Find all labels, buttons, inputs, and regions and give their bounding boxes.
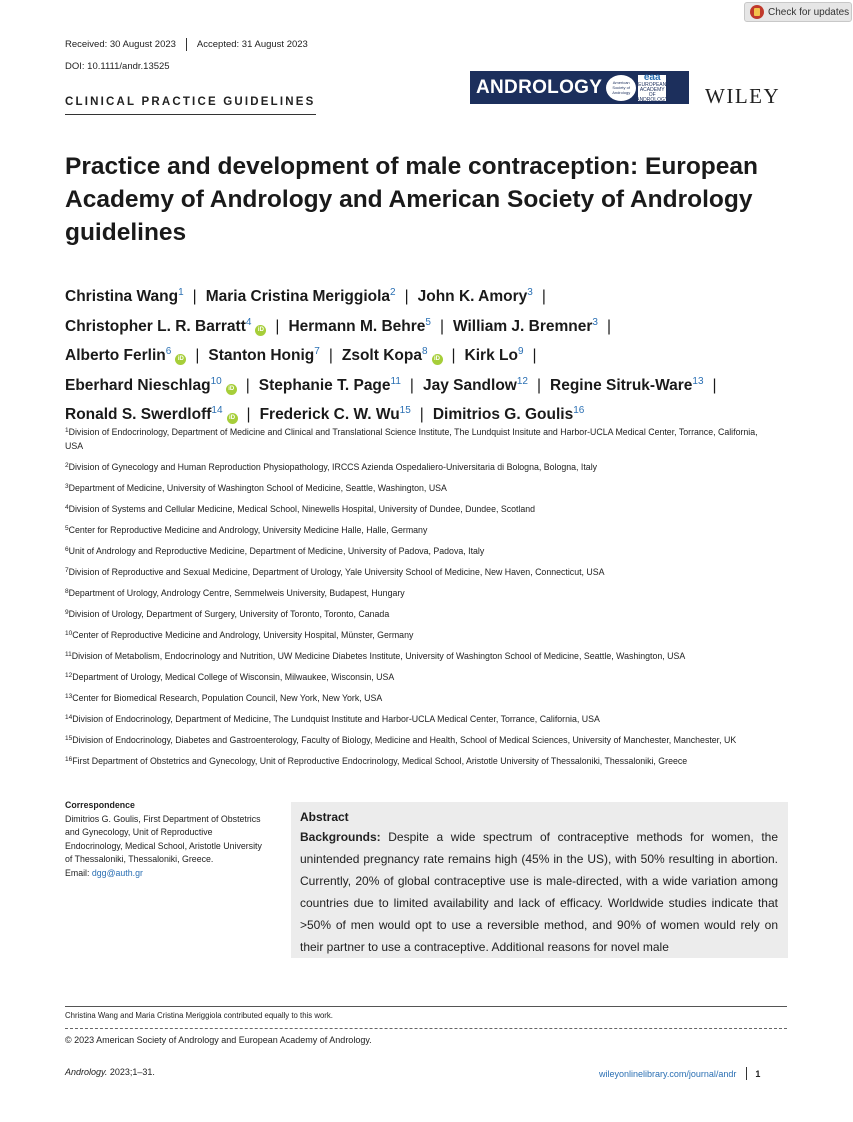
author-separator: | bbox=[712, 376, 717, 394]
abstract-box bbox=[291, 802, 788, 958]
author[interactable] bbox=[342, 347, 465, 364]
author[interactable] bbox=[288, 318, 453, 335]
author-affiliation-ref[interactable]: 16 bbox=[573, 405, 585, 416]
author[interactable] bbox=[453, 318, 620, 335]
author-affiliation-ref[interactable]: 3 bbox=[592, 316, 598, 328]
affiliation bbox=[65, 459, 765, 474]
affiliation bbox=[65, 648, 765, 663]
author-affiliation-ref[interactable]: 4 bbox=[245, 316, 252, 328]
affiliation-number: 9 bbox=[65, 609, 69, 616]
author-separator: | bbox=[195, 347, 200, 364]
affiliation-list bbox=[65, 424, 765, 774]
author-separator: | bbox=[606, 317, 612, 335]
footer-year-pages: 2023;1–31. bbox=[107, 1067, 155, 1077]
article-dates bbox=[65, 38, 308, 51]
author-separator: | bbox=[192, 288, 197, 305]
affiliation-text: Unit of Andrology and Reproductive Medicine, Department of Medicine, University of Padova, Padova, Italy bbox=[68, 546, 485, 556]
footer-citation bbox=[65, 1067, 155, 1077]
correspondence-body: Dimitrios G. Goulis, First Department of Obstetrics and Gynecology, Unit of Reproductive Endocrinology, Medical School, Aristotle University of Thessaloniki, Thessaloniki, Greece. bbox=[65, 813, 262, 864]
author-name: Kirk Lo bbox=[464, 347, 518, 364]
received-date: Received: 30 August 2023 bbox=[65, 39, 176, 50]
affiliation-number: 12 bbox=[65, 672, 73, 679]
author-affiliation-ref[interactable]: 6 bbox=[165, 346, 172, 357]
author-line bbox=[65, 339, 805, 369]
affiliation-text: Center for Biomedical Research, Population Council, New York, New York, USA bbox=[72, 693, 383, 703]
affiliation-number: 8 bbox=[65, 588, 69, 595]
author-name: Regine Sitruk-Ware bbox=[550, 376, 693, 394]
affiliation bbox=[65, 669, 765, 684]
correspondence-label: Correspondence bbox=[65, 800, 135, 810]
author-name: Christina Wang bbox=[65, 288, 179, 305]
author-affiliation-ref[interactable]: 15 bbox=[399, 405, 411, 416]
author-name: Eberhard Nieschlag bbox=[65, 376, 211, 394]
affiliation bbox=[65, 606, 765, 621]
author-list bbox=[65, 280, 805, 428]
affiliation bbox=[65, 564, 765, 579]
author[interactable] bbox=[433, 406, 585, 423]
orcid-icon[interactable]: iD bbox=[227, 413, 238, 424]
date-separator bbox=[186, 38, 187, 51]
author-separator: | bbox=[275, 317, 280, 335]
affiliation bbox=[65, 711, 765, 726]
affiliation-number: 1 bbox=[65, 427, 69, 434]
abstract-text: Despite a wide spectrum of contraceptive methods for women, the unintended pregnancy rate remains high (45% in the US), with 50% resulting in abortion. Currently, 20% of global contraceptive use is male-directed, with a wide variation among countries due to limited availability and lack of efficacy. Worldwide studies indicate that >50% of men would opt to use a reversible method, and 90% of women would rely on their partner to use a contraceptive. Additional reasons for novel male bbox=[300, 830, 778, 954]
author-line bbox=[65, 369, 805, 399]
orcid-icon[interactable]: iD bbox=[226, 384, 237, 395]
affiliation bbox=[65, 732, 765, 747]
author-name: William J. Bremner bbox=[453, 317, 593, 335]
affiliation-text: Division of Metabolism, Endocrinology and Nutrition, UW Medicine Diabetes Institute, University of Washington School of Medicine, Seattle, Washington, USA bbox=[71, 651, 686, 661]
affiliation bbox=[65, 522, 765, 537]
abstract-heading: Abstract bbox=[300, 810, 349, 824]
author[interactable] bbox=[418, 288, 555, 305]
author[interactable] bbox=[259, 377, 423, 394]
affiliation-number: 14 bbox=[65, 714, 73, 721]
check-updates-icon bbox=[750, 5, 764, 19]
author-name: Stanton Honig bbox=[208, 347, 315, 364]
author-separator: | bbox=[536, 376, 542, 394]
check-updates-label: Check for updates bbox=[768, 6, 850, 18]
affiliation-number: 3 bbox=[65, 483, 69, 490]
author-affiliation-ref[interactable]: 9 bbox=[517, 346, 524, 357]
affiliation bbox=[65, 690, 765, 705]
affiliation-number: 4 bbox=[65, 504, 69, 511]
affiliation bbox=[65, 753, 765, 768]
eaa-logo-mark: eaa bbox=[643, 72, 661, 83]
footer-journal: Andrology. bbox=[65, 1067, 108, 1077]
affiliation-text: Division of Endocrinology, Department of Medicine and Clinical and Translational Science Institute, The Lundquist Insitute and Harbor-UCLA Medical Center, Torrance, California, USA bbox=[65, 427, 758, 451]
orcid-icon[interactable]: iD bbox=[175, 354, 186, 365]
doi[interactable]: DOI: 10.1111/andr.13525 bbox=[65, 61, 170, 72]
footnote-divider bbox=[65, 1028, 787, 1029]
orcid-icon[interactable]: iD bbox=[432, 354, 443, 365]
copyright: © 2023 American Society of Andrology and European Academy of Andrology. bbox=[65, 1035, 372, 1045]
author-name: Dimitrios G. Goulis bbox=[432, 406, 574, 423]
page-number: 1 bbox=[755, 1068, 761, 1079]
footer-right bbox=[599, 1067, 760, 1080]
eaa-logo-text: EUROPEAN ACADEMY OF ANDROLOGY bbox=[636, 82, 669, 103]
author[interactable] bbox=[423, 377, 550, 394]
affiliation-number: 5 bbox=[65, 525, 69, 532]
author-affiliation-ref[interactable]: 11 bbox=[390, 375, 401, 387]
author-separator: | bbox=[541, 288, 546, 305]
author-name: Stephanie T. Page bbox=[258, 376, 391, 394]
author-separator: | bbox=[245, 376, 250, 394]
author[interactable] bbox=[465, 347, 546, 364]
author-separator: | bbox=[532, 347, 537, 364]
affiliation-text: Division of Endocrinology, Diabetes and Gastroenterology, Faculty of Biology, Medicine and Health, School of Medical Sciences, University of Manchester, Manchester, UK bbox=[72, 735, 737, 745]
affiliation-text: Division of Systems and Cellular Medicine, Medical School, Ninewells Hospital, University of Dundee, Dundee, Scotland bbox=[68, 504, 536, 514]
author-separator: | bbox=[328, 347, 333, 364]
abstract-body bbox=[300, 826, 778, 958]
affiliation-text: Department of Urology, Andrology Centre, Semmelweis University, Budapest, Hungary bbox=[68, 588, 405, 598]
author[interactable] bbox=[208, 347, 342, 364]
author-affiliation-ref[interactable]: 3 bbox=[527, 287, 533, 298]
affiliation-text: Division of Endocrinology, Department of Medicine, The Lundquist Institute and Harbor-UCLA Medical Center, Torrance, California, USA bbox=[72, 714, 600, 724]
affiliation-text: Division of Gynecology and Human Reproduction Physiopathology, IRCCS Azienda Ospedaliero-Universitaria di Bologna, Bologna, Italy bbox=[68, 462, 598, 472]
article-title: Practice and development of male contraception: European Academy of Andrology and American Society of Andrology guidelines bbox=[65, 153, 758, 246]
equal-contribution-note: Christina Wang and Maria Cristina Meriggiola contributed equally to this work. bbox=[65, 1011, 333, 1020]
affiliation bbox=[65, 627, 765, 642]
accepted-date: Accepted: 31 August 2023 bbox=[196, 39, 308, 50]
author-name: Christopher L. R. Barratt bbox=[65, 317, 246, 335]
author-separator: | bbox=[404, 288, 409, 305]
author-separator: | bbox=[439, 317, 444, 335]
affiliation-text: Department of Urology, Medical College of Wisconsin, Milwaukee, Wisconsin, USA bbox=[72, 672, 395, 682]
asa-logo-icon: American Society of Andrology bbox=[606, 75, 636, 101]
affiliation-number: 11 bbox=[65, 651, 72, 658]
affiliation-number: 10 bbox=[65, 630, 73, 637]
check-for-updates-button[interactable] bbox=[744, 2, 852, 22]
affiliation-number: 2 bbox=[65, 462, 69, 469]
author-affiliation-ref[interactable]: 14 bbox=[211, 405, 223, 416]
author-name: Jay Sandlow bbox=[422, 376, 517, 394]
affiliation-number: 16 bbox=[65, 756, 73, 763]
affiliation-text: Center of Reproductive Medicine and Andrology, University Hospital, Münster, Germany bbox=[72, 630, 414, 640]
email-link[interactable]: dgg@auth.gr bbox=[91, 867, 143, 878]
orcid-icon[interactable]: iD bbox=[255, 325, 266, 336]
author[interactable] bbox=[206, 288, 418, 305]
abstract-section-label: Backgrounds: bbox=[300, 830, 381, 844]
correspondence bbox=[65, 799, 270, 880]
author[interactable] bbox=[65, 406, 260, 423]
author-affiliation-ref[interactable]: 10 bbox=[210, 375, 222, 387]
affiliation-text: Division of Urology, Department of Surgery, University of Toronto, Toronto, Canada bbox=[68, 609, 390, 619]
journal-banner[interactable] bbox=[470, 71, 689, 104]
affiliation-text: Division of Reproductive and Sexual Medicine, Department of Urology, Yale University School of Medicine, New Haven, Connecticut, USA bbox=[68, 567, 605, 577]
affiliation-number: 13 bbox=[65, 693, 73, 700]
email-label: Email: bbox=[65, 867, 92, 878]
author-name: John K. Amory bbox=[417, 288, 528, 305]
author-affiliation-ref[interactable]: 5 bbox=[425, 316, 431, 328]
author-line bbox=[65, 310, 805, 340]
affiliation bbox=[65, 543, 765, 558]
section-label: CLINICAL PRACTICE GUIDELINES bbox=[65, 96, 316, 115]
footer-separator bbox=[746, 1067, 747, 1080]
author[interactable] bbox=[65, 377, 259, 394]
affiliation bbox=[65, 480, 765, 495]
affiliation-text: Department of Medicine, University of Washington School of Medicine, Seattle, Washington, USA bbox=[68, 483, 447, 493]
affiliation bbox=[65, 585, 765, 600]
author-affiliation-ref[interactable]: 13 bbox=[692, 375, 704, 387]
eaa-logo-icon bbox=[636, 72, 669, 103]
author-affiliation-ref[interactable]: 7 bbox=[314, 346, 320, 357]
author-name: Maria Cristina Meriggiola bbox=[205, 288, 391, 305]
journal-url-link[interactable]: wileyonlinelibrary.com/journal/andr bbox=[599, 1068, 737, 1079]
author-name: Zsolt Kopa bbox=[341, 347, 422, 364]
publisher-logo: WILEY bbox=[705, 84, 781, 108]
author-name: Ronald S. Swerdloff bbox=[65, 406, 212, 423]
journal-name: ANDROLOGY bbox=[476, 76, 603, 98]
author-affiliation-ref[interactable]: 1 bbox=[178, 287, 184, 298]
author-name: Frederick C. W. Wu bbox=[259, 406, 400, 423]
author[interactable] bbox=[65, 347, 208, 364]
author-affiliation-ref[interactable]: 2 bbox=[390, 287, 396, 298]
author-line bbox=[65, 280, 805, 310]
affiliation-text: Center for Reproductive Medicine and Andrology, University Medicine Halle, Halle, Germany bbox=[68, 525, 428, 535]
author-affiliation-ref[interactable]: 8 bbox=[421, 346, 428, 357]
author-name: Alberto Ferlin bbox=[65, 347, 166, 364]
author-separator: | bbox=[409, 376, 414, 394]
affiliation-number: 7 bbox=[65, 567, 69, 574]
affiliation-number: 15 bbox=[65, 735, 73, 742]
author-name: Hermann M. Behre bbox=[288, 317, 426, 335]
affiliation bbox=[65, 501, 765, 516]
author-separator: | bbox=[419, 406, 424, 423]
affiliation bbox=[65, 424, 765, 453]
author-separator: | bbox=[451, 347, 456, 364]
author[interactable] bbox=[260, 406, 433, 423]
footnote-rule bbox=[65, 1006, 787, 1007]
author[interactable] bbox=[65, 288, 206, 305]
correspondence-email-line bbox=[65, 867, 270, 881]
author-separator: | bbox=[246, 406, 251, 423]
author[interactable] bbox=[65, 318, 288, 335]
author[interactable] bbox=[550, 377, 726, 394]
author-affiliation-ref[interactable]: 12 bbox=[516, 375, 528, 387]
affiliation-text: First Department of Obstetrics and Gynecology, Unit of Reproductive Endocrinology, Medical School, Aristotle University of Thessaloniki, Thessaloniki, Greece bbox=[72, 756, 688, 766]
affiliation-number: 6 bbox=[65, 546, 69, 553]
